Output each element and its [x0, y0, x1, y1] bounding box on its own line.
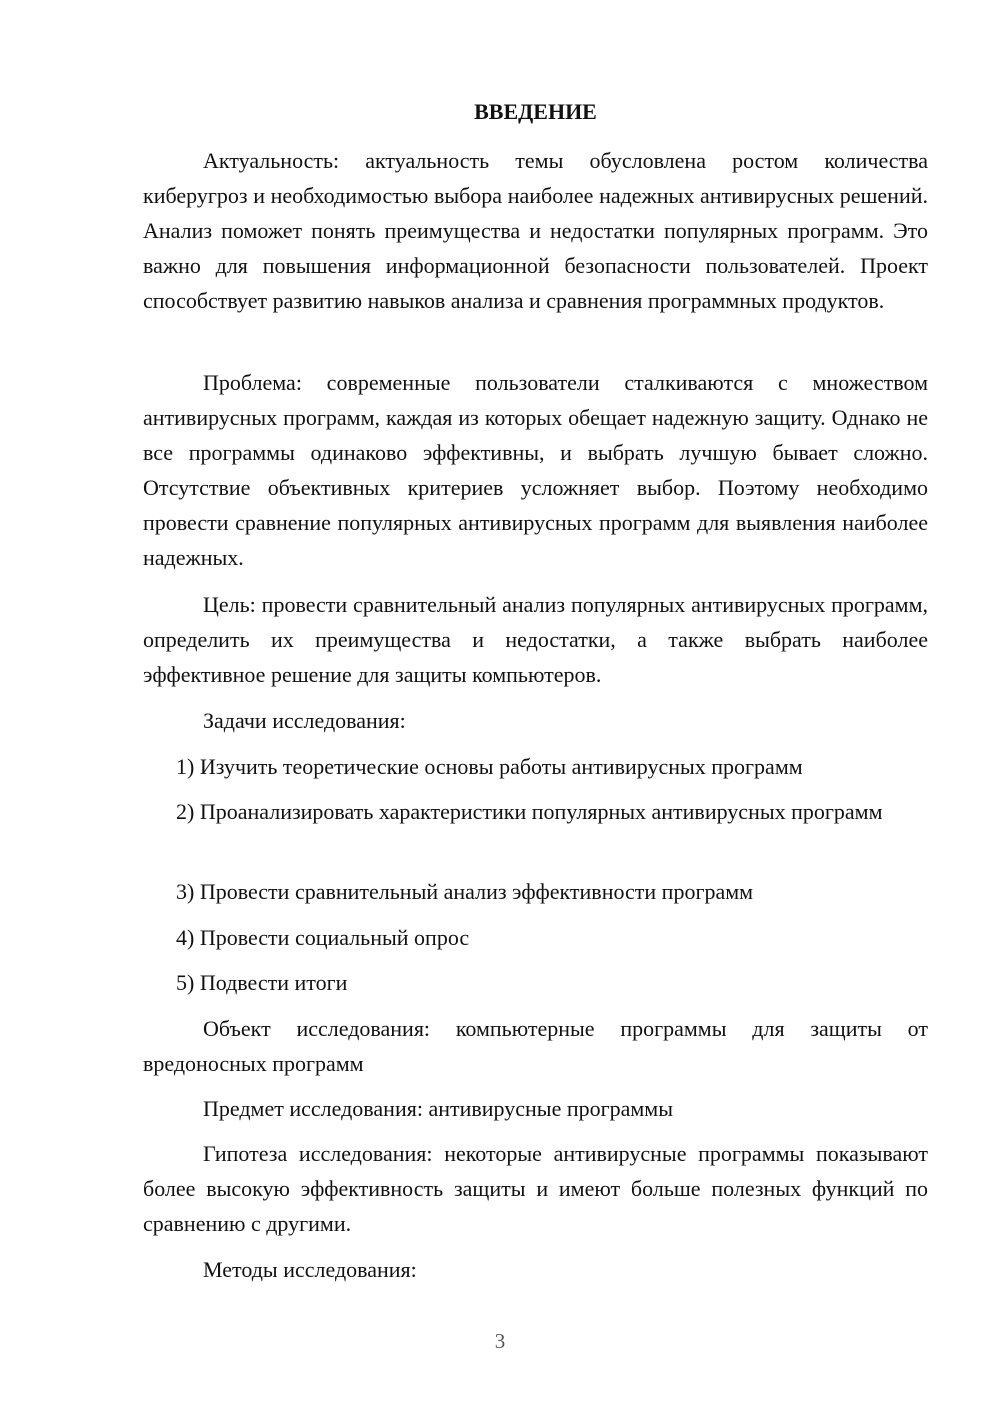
problem-paragraph: Проблема: современные пользователи сталкиваются с множеством антивирусных программ, каждая из которых обещает надежную защиту. Однако не все программы одинаково эффективны, и выбрать лучшую бывает сложно. Отсутствие объективных критериев усложняет выбор. Поэтому необходимо провести сравнение популярных антивирусных программ для выявления наиболее надежных.: [143, 370, 928, 570]
task-item: 5) Подвести итоги: [176, 970, 348, 995]
task-item: 4) Провести социальный опрос: [176, 925, 470, 950]
page-number: 3: [494, 1329, 506, 1353]
tasks-heading: Задачи исследования:: [203, 708, 406, 733]
subject-paragraph: Предмет исследования: антивирусные программы: [203, 1096, 674, 1121]
task-item: 3) Провести сравнительный анализ эффективности программ: [176, 879, 754, 904]
relevance-paragraph: Актуальность: актуальность темы обусловлена ростом количества киберугроз и необходимостью выбора наиболее надежных антивирусных решений. Анализ поможет понять преимущества и недостатки популярных программ. Это важно для повышения информационной безопасности пользователей. Проект способствует развитию навыков анализа и сравнения программных продуктов.: [143, 148, 928, 313]
methods-heading: Методы исследования:: [203, 1257, 417, 1282]
task-item: 1) Изучить теоретические основы работы антивирусных программ: [176, 754, 803, 779]
task-item: 2) Проанализировать характеристики популярных антивирусных программ: [176, 799, 883, 824]
hypothesis-paragraph: Гипотеза исследования: некоторые антивирусные программы показывают более высокую эффективность защиты и имеют больше полезных функций по сравнению с другими.: [143, 1141, 928, 1236]
section-title: ВВЕДЕНИЕ: [474, 99, 597, 124]
goal-paragraph: Цель: провести сравнительный анализ популярных антивирусных программ, определить их преимущества и недостатки, а также выбрать наиболее эффективное решение для защиты компьютеров.: [143, 592, 928, 687]
object-paragraph: Объект исследования: компьютерные программы для защиты от вредоносных программ: [143, 1016, 928, 1076]
